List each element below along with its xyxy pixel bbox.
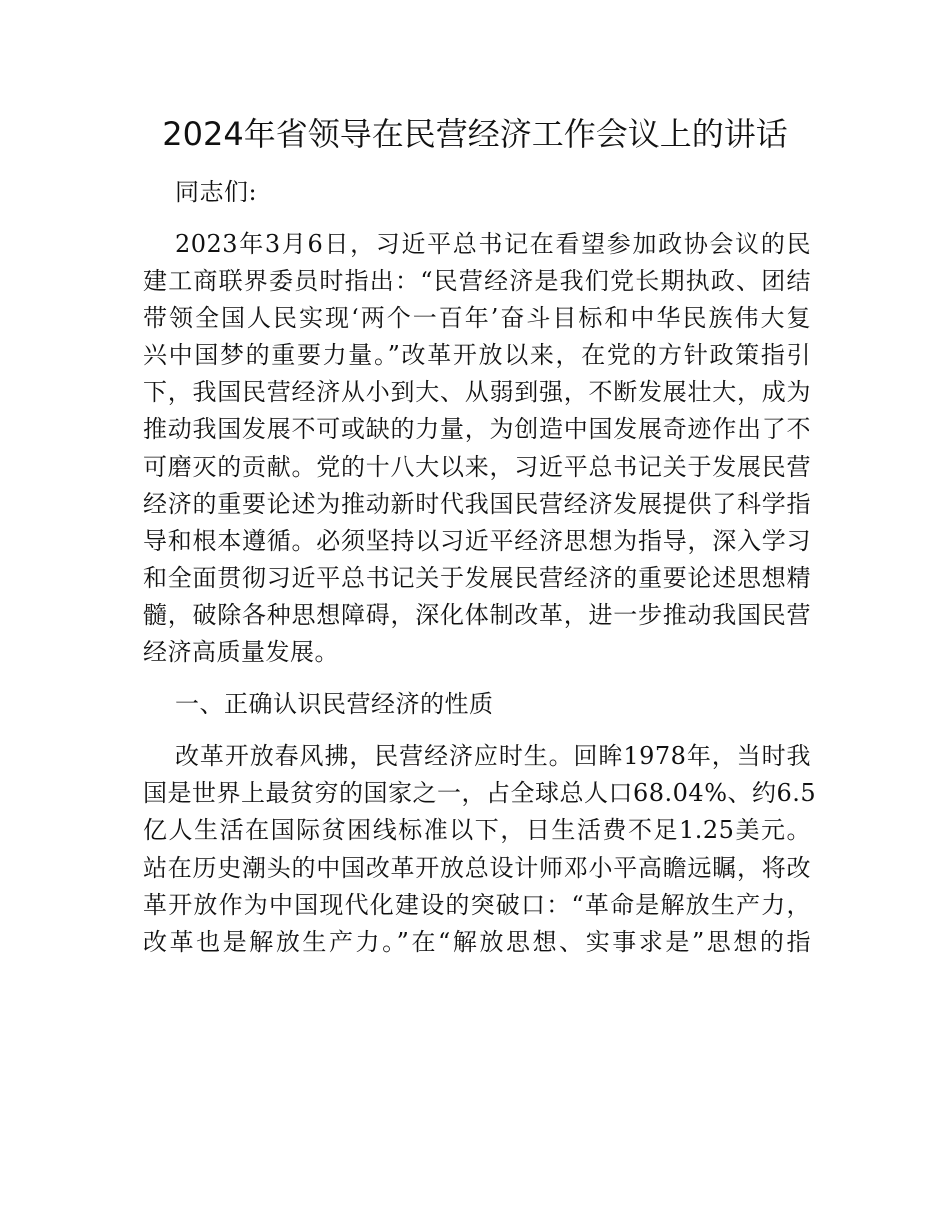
paragraph-line: 导和根本遵循。必须坚持以习近平经济思想为指导，深入学习 bbox=[143, 527, 811, 555]
greeting: 同志们: bbox=[175, 178, 258, 206]
paragraph-line: 经济的重要论述为推动新时代我国民营经济发展提供了科学指 bbox=[143, 490, 811, 518]
paragraph-line: 改革开放春风拂，民营经济应时生。回眸1978年，当时我 bbox=[175, 742, 811, 770]
paragraph-line: 国是世界上最贫穷的国家之一，占全球总人口68.04%、约6.5 bbox=[143, 779, 817, 807]
paragraph-line: 推动我国发展不可或缺的力量，为创造中国发展奇迹作出了不 bbox=[143, 415, 811, 443]
paragraph-line: 兴中国梦的重要力量。”改革开放以来，在党的方针政策指引 bbox=[143, 341, 811, 369]
paragraph-line: 建工商联界委员时指出：“民营经济是我们党长期执政、团结 bbox=[143, 267, 811, 295]
paragraph-line: 带领全国人民实现‘两个一百年’奋斗目标和中华民族伟大复 bbox=[143, 304, 811, 332]
paragraph-line: 2023年3月6日，习近平总书记在看望参加政协会议的民 bbox=[175, 230, 811, 258]
paragraph-line: 可磨灭的贡献。党的十八大以来，习近平总书记关于发展民营 bbox=[143, 453, 811, 481]
document-title: 2024年省领导在民营经济工作会议上的讲话 bbox=[162, 115, 788, 153]
paragraph-line: 亿人生活在国际贫困线标准以下，日生活费不足1.25美元。 bbox=[143, 816, 811, 844]
paragraph-line: 下，我国民营经济从小到大、从弱到强，不断发展壮大，成为 bbox=[143, 378, 811, 406]
paragraph-line: 革开放作为中国现代化建设的突破口：“革命是解放生产力， bbox=[143, 891, 811, 919]
paragraph-line: 改革也是解放生产力。”在“解放思想、实事求是”思想的指 bbox=[143, 928, 811, 956]
paragraph-line: 髓，破除各种思想障碍，深化体制改革，进一步推动我国民营 bbox=[143, 601, 811, 629]
paragraph-line: 站在历史潮头的中国改革开放总设计师邓小平高瞻远瞩，将改 bbox=[143, 854, 811, 882]
paragraph-line: 和全面贯彻习近平总书记关于发展民营经济的重要论述思想精 bbox=[143, 564, 811, 592]
paragraph-line: 经济高质量发展。 bbox=[143, 638, 339, 666]
section-heading: 一、正确认识民营经济的性质 bbox=[175, 690, 494, 718]
